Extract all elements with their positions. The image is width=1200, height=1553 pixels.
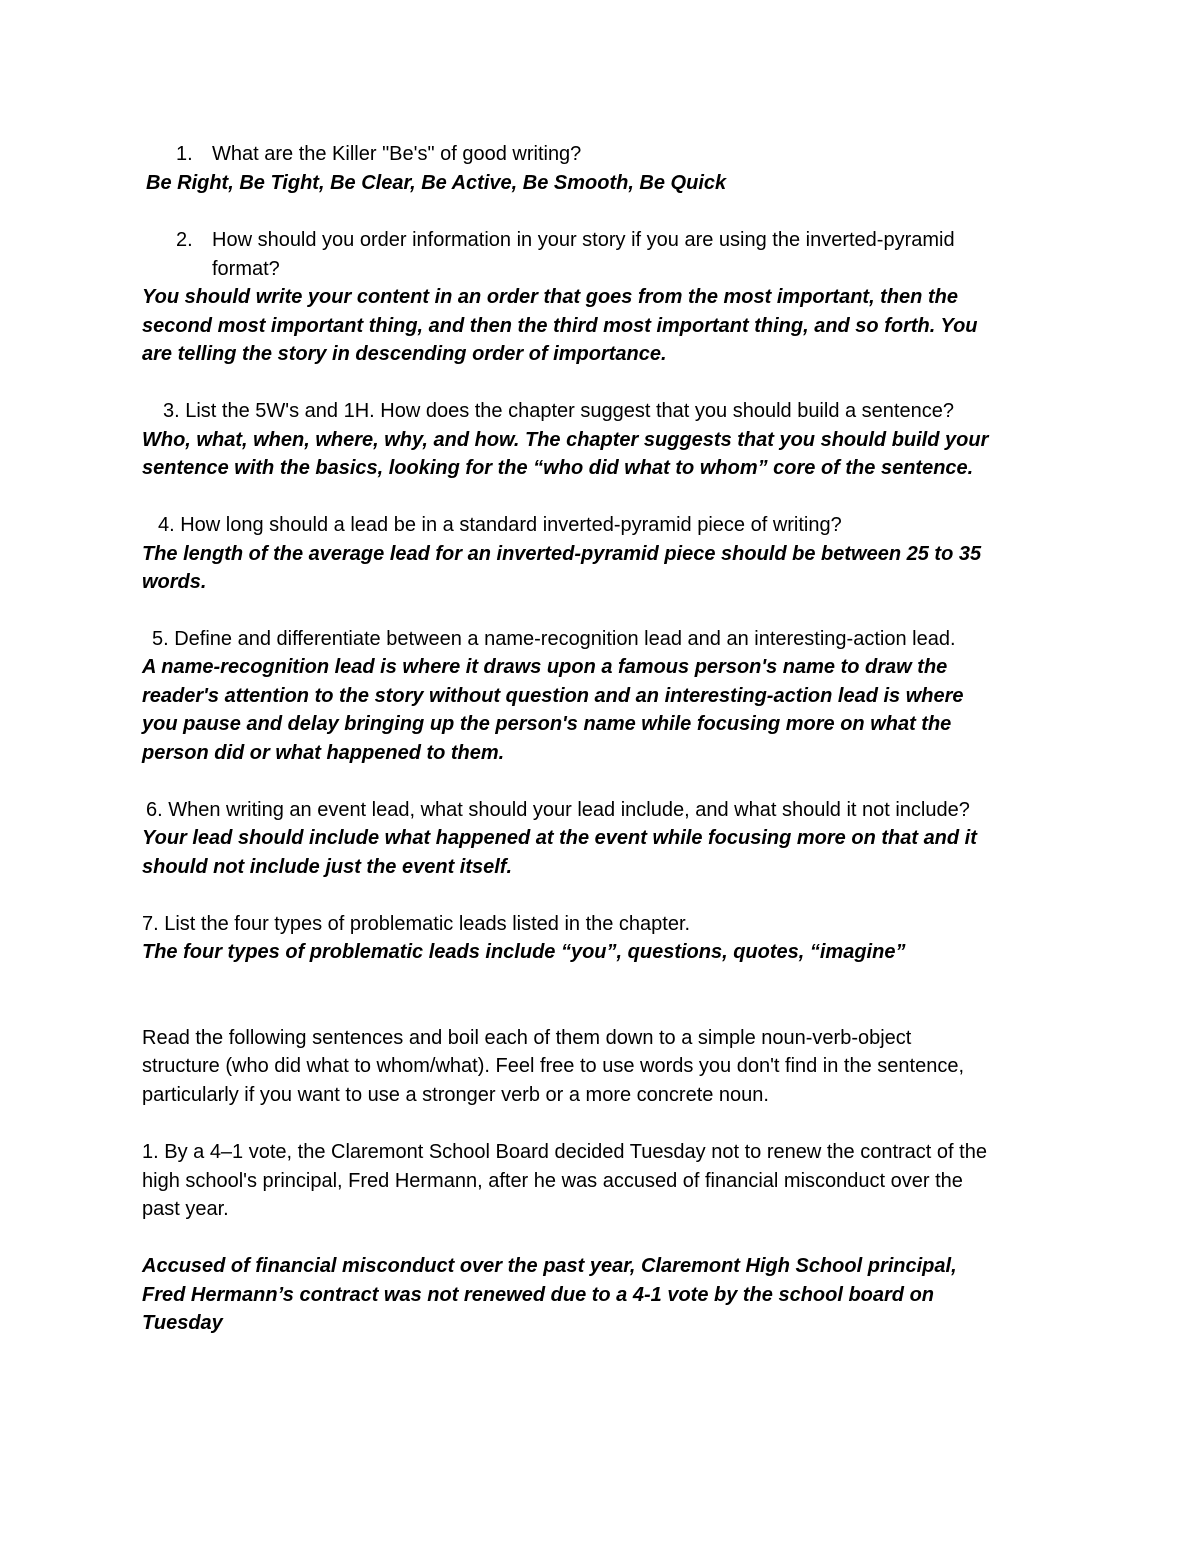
question-2-number: 2. bbox=[176, 229, 193, 251]
answer-2-line-2: second most important thing, and then the third most important thing, and so forth. You bbox=[142, 315, 978, 337]
answer-5-line-2: reader's attention to the story without question and an interesting-action lead is where bbox=[142, 685, 964, 707]
question-3: 3. List the 5W's and 1H. How does the chapter suggest that you should build a sentence? bbox=[163, 400, 954, 422]
answer-4-line-2: words. bbox=[142, 571, 207, 593]
question-2-text-line-1: How should you order information in your story if you are using the inverted-pyramid bbox=[212, 229, 955, 251]
answer-5-line-3: you pause and delay bringing up the person's name while focusing more on what the bbox=[142, 713, 952, 735]
question-1 bbox=[142, 140, 1102, 169]
exercise-sentence-line-2: high school's principal, Fred Hermann, after he was accused of financial misconduct over the bbox=[142, 1170, 963, 1192]
question-2 bbox=[142, 226, 1102, 255]
answer-2-line-3: are telling the story in descending order of importance. bbox=[142, 343, 667, 365]
answer-5-line-4: person did or what happened to them. bbox=[142, 742, 505, 764]
answer-4-line-1: The length of the average lead for an inverted-pyramid piece should be between 25 to 35 bbox=[142, 543, 982, 565]
question-7: 7. List the four types of problematic leads listed in the chapter. bbox=[142, 913, 691, 935]
question-1-number: 1. bbox=[176, 143, 193, 165]
answer-2-line-1: You should write your content in an order that goes from the most important, then the bbox=[142, 286, 958, 308]
answer-3-line-2: sentence with the basics, looking for the “who did what to whom” core of the sentence. bbox=[142, 457, 974, 479]
answer-1: Be Right, Be Tight, Be Clear, Be Active, Be Smooth, Be Quick bbox=[146, 172, 727, 194]
exercise-answer-line-3: Tuesday bbox=[142, 1312, 223, 1334]
question-5: 5. Define and differentiate between a name-recognition lead and an interesting-action lead. bbox=[152, 628, 956, 650]
question-4: 4. How long should a lead be in a standard inverted-pyramid piece of writing? bbox=[158, 514, 842, 536]
exercise-answer-line-2: Fred Hermann’s contract was not renewed due to a 4-1 vote by the school board on bbox=[142, 1284, 935, 1306]
instructions-line-2: structure (who did what to whom/what). Feel free to use words you don't find in the sentence, bbox=[142, 1055, 965, 1077]
answer-6-line-1: Your lead should include what happened at the event while focusing more on that and it bbox=[142, 827, 977, 849]
exercise-sentence-line-1: 1. By a 4–1 vote, the Claremont School Board decided Tuesday not to renew the contract of the bbox=[142, 1141, 987, 1163]
answer-7: The four types of problematic leads include “you”, questions, quotes, “imagine” bbox=[142, 941, 906, 963]
question-6: 6. When writing an event lead, what should your lead include, and what should it not include? bbox=[146, 799, 970, 821]
answer-3-line-1: Who, what, when, where, why, and how. The chapter suggests that you should build your bbox=[142, 429, 989, 451]
instructions-line-3: particularly if you want to use a stronger verb or a more concrete noun. bbox=[142, 1084, 769, 1106]
answer-5-line-1: A name-recognition lead is where it draws upon a famous person's name to draw the bbox=[142, 656, 948, 678]
exercise-sentence-line-3: past year. bbox=[142, 1198, 229, 1220]
question-2-text-line-2: format? bbox=[212, 258, 280, 280]
instructions-line-1: Read the following sentences and boil each of them down to a simple noun-verb-object bbox=[142, 1027, 912, 1049]
answer-6-line-2: should not include just the event itself. bbox=[142, 856, 513, 878]
exercise-answer-line-1: Accused of financial misconduct over the past year, Claremont High School principal, bbox=[142, 1255, 957, 1277]
question-1-text: What are the Killer "Be's" of good writing? bbox=[212, 143, 582, 165]
